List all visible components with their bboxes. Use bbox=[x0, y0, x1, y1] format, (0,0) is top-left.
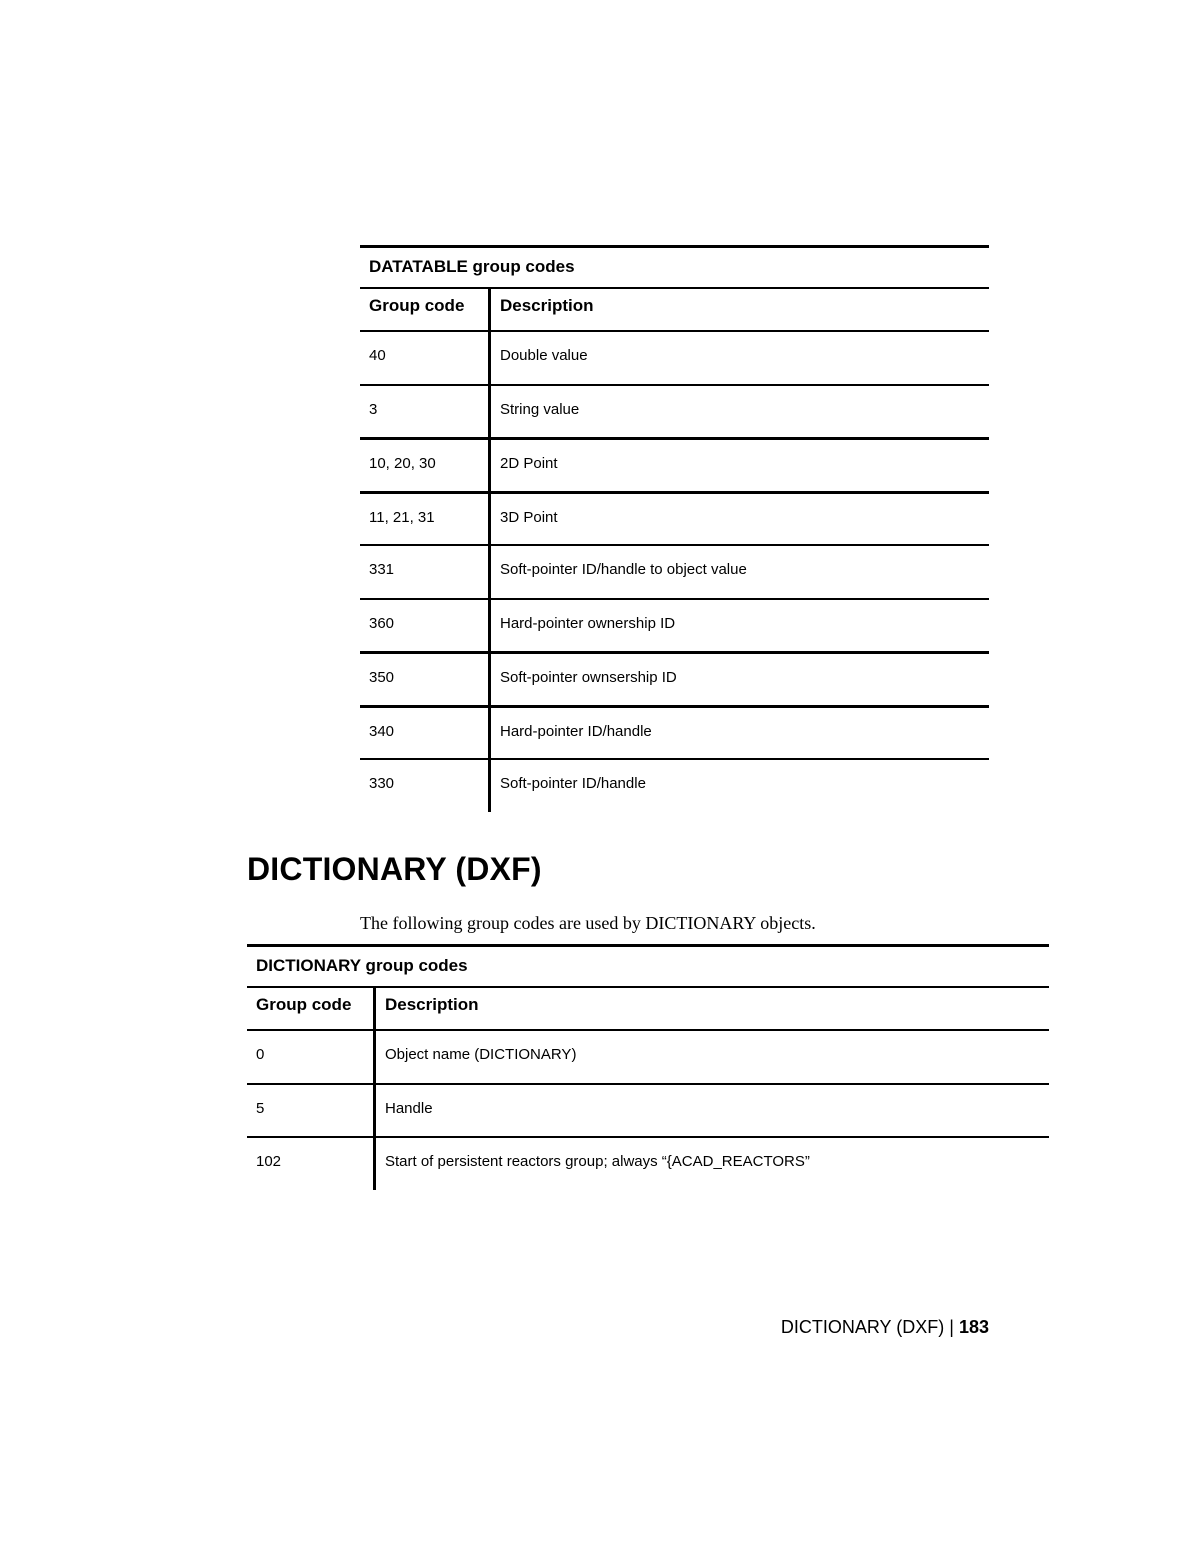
table-header-row bbox=[360, 287, 989, 330]
header-group-code: Group code bbox=[247, 988, 376, 1029]
table-row bbox=[360, 544, 989, 598]
group-code-cell: 330 bbox=[360, 760, 491, 812]
description-cell: Soft-pointer ownsership ID bbox=[500, 669, 677, 686]
header-description: Description bbox=[385, 995, 479, 1014]
table-row bbox=[247, 1029, 1049, 1083]
table-title: DATATABLE group codes bbox=[360, 245, 989, 287]
table-row bbox=[360, 758, 989, 812]
group-code-cell: 10, 20, 30 bbox=[360, 440, 491, 491]
description-cell: String value bbox=[500, 400, 580, 418]
page-footer bbox=[600, 1314, 989, 1340]
description-cell: Start of persistent reactors group; always “{ACAD_REACTORS” bbox=[385, 1153, 810, 1170]
table-row bbox=[247, 1136, 1049, 1190]
footer-section-name: DICTIONARY (DXF) bbox=[780, 1317, 945, 1337]
group-code-cell: 40 bbox=[360, 332, 491, 384]
table-row bbox=[360, 598, 989, 652]
dictionary-group-codes-table bbox=[247, 944, 1049, 1190]
table-row bbox=[360, 384, 989, 438]
description-cell: Handle bbox=[385, 1099, 433, 1117]
section-intro: The following group codes are used by DICTIONARY objects. bbox=[360, 913, 816, 933]
description-cell: Hard-pointer ownership ID bbox=[500, 614, 676, 632]
description-cell: Soft-pointer ID/handle bbox=[500, 775, 646, 792]
table-row bbox=[247, 1083, 1049, 1137]
group-code-cell: 11, 21, 31 bbox=[360, 494, 491, 545]
description-cell: Double value bbox=[500, 347, 588, 364]
group-code-cell: 5 bbox=[247, 1085, 376, 1137]
description-cell: Object name (DICTIONARY) bbox=[385, 1046, 577, 1063]
group-code-cell: 0 bbox=[247, 1031, 376, 1083]
group-code-cell: 102 bbox=[247, 1138, 376, 1190]
table-row bbox=[360, 651, 989, 705]
section-heading: DICTIONARY (DXF) bbox=[247, 851, 542, 887]
table-row bbox=[360, 705, 989, 759]
group-code-cell: 350 bbox=[360, 654, 491, 705]
description-cell: 2D Point bbox=[500, 455, 558, 472]
header-description: Description bbox=[500, 296, 594, 315]
datatable-group-codes-table bbox=[360, 245, 989, 812]
table-row bbox=[360, 437, 989, 491]
group-code-cell: 331 bbox=[360, 546, 491, 598]
table-header-row bbox=[247, 986, 1049, 1029]
description-cell: Soft-pointer ID/handle to object value bbox=[500, 561, 747, 578]
description-cell: 3D Point bbox=[500, 508, 558, 526]
page-number: 183 bbox=[958, 1317, 989, 1337]
group-code-cell: 360 bbox=[360, 600, 491, 652]
group-code-cell: 340 bbox=[360, 708, 491, 759]
group-code-cell: 3 bbox=[360, 386, 491, 438]
footer-separator: | bbox=[949, 1317, 954, 1337]
table-row bbox=[360, 330, 989, 384]
description-cell: Hard-pointer ID/handle bbox=[500, 722, 652, 740]
header-group-code: Group code bbox=[360, 289, 491, 330]
table-row bbox=[360, 491, 989, 545]
table-title: DICTIONARY group codes bbox=[247, 944, 1049, 986]
